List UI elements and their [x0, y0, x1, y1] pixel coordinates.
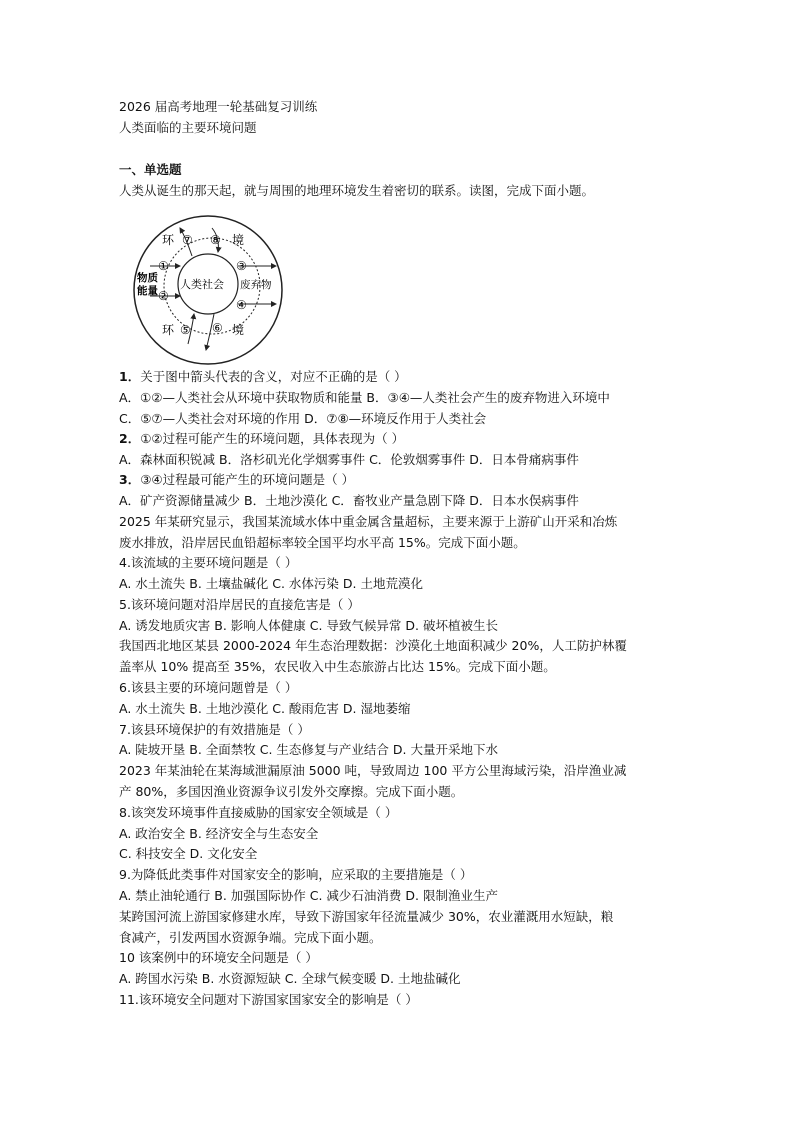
q5-options: A. 诱发地质灾害 B. 影响人体健康 C. 导致气候异常 D. 破坏植被生长 [119, 618, 498, 633]
question-3: 3．③④过程最可能产生的环境问题是（ ） [119, 472, 355, 487]
question-11: 11.该环境安全问题对下游国家国家安全的影响是（ ） [119, 992, 418, 1007]
left-label-matter: 物质 [137, 272, 158, 284]
question-5: 5.该环境问题对沿岸居民的直接危害是（ ） [119, 597, 360, 612]
passage-3-line2: 盖率从 10% 提高至 35%，农民收入中生态旅游占比达 15%。完成下面小题。 [119, 659, 556, 674]
q3-options: A．矿产资源储量减少 B．土地沙漠化 C．畜牧业产量急剧下降 D．日本水俣病事件 [119, 493, 579, 508]
marker-5: ⑤ [180, 323, 191, 337]
doc-title: 2026 届高考地理一轮基础复习训练 [119, 99, 318, 114]
question-1: 1．关于图中箭头代表的含义，对应不正确的是（ ） [119, 369, 407, 384]
question-9: 9.为降低此类事件对国家安全的影响，应采取的主要措施是（ ） [119, 867, 473, 882]
human-environment-diagram [128, 210, 288, 370]
marker-4: ④ [236, 298, 247, 312]
question-2: 2．①②过程可能产生的环境问题，具体表现为（ ） [119, 431, 405, 446]
center-label: 人类社会 [180, 278, 224, 291]
passage-2-line1: 2025 年某研究显示，我国某流域水体中重金属含量超标，主要来源于上游矿山开采和冶炼 [119, 514, 618, 529]
q1-options-ab: A．①②—人类社会从环境中获取物质和能量 B．③④—人类社会产生的废弃物进入环境中 [119, 390, 610, 405]
passage-3-line1: 我国西北地区某县 2000-2024 年生态治理数据：沙漠化土地面积减少 20%，人工防护林覆 [119, 638, 627, 653]
q7-options: A. 陡坡开垦 B. 全面禁牧 C. 生态修复与产业结合 D. 大量开采地下水 [119, 742, 498, 757]
question-8: 8.该突发环境事件直接威胁的国家安全领域是（ ） [119, 805, 398, 820]
marker-6: ⑥ [212, 321, 223, 335]
q1-options-cd: C．⑤⑦—人类社会对环境的作用 D．⑦⑧—环境反作用于人类社会 [119, 411, 487, 426]
question-4: 4.该流域的主要环境问题是（ ） [119, 555, 298, 570]
left-label-energy: 能量 [137, 285, 158, 297]
question-6: 6.该县主要的环境问题曾是（ ） [119, 680, 298, 695]
doc-subtitle: 人类面临的主要环境问题 [119, 120, 257, 135]
env-label-bottom-right: 境 [232, 323, 245, 337]
intro-paragraph: 人类从诞生的那天起，就与周围的地理环境发生着密切的联系。读图，完成下面小题。 [119, 183, 595, 198]
passage-4-line2: 产 80%，多国因渔业资源争议引发外交摩擦。完成下面小题。 [119, 784, 464, 799]
q10-options: A. 跨国水污染 B. 水资源短缺 C. 全球气候变暖 D. 土地盐碱化 [119, 971, 461, 986]
passage-5-line2: 食减产，引发两国水资源争端。完成下面小题。 [119, 930, 382, 945]
env-label-top-left: 环 [162, 233, 175, 247]
env-label-top-right: 境 [232, 233, 245, 247]
passage-2-line2: 废水排放，沿岸居民血铅超标率较全国平均水平高 15%。完成下面小题。 [119, 535, 526, 550]
question-7: 7.该县环境保护的有效措施是（ ） [119, 722, 310, 737]
q8-options-cd: C. 科技安全 D. 文化安全 [119, 846, 258, 861]
question-10: 10 该案例中的环境安全问题是（ ） [119, 950, 318, 965]
marker-8: ⑧ [210, 233, 221, 247]
passage-4-line1: 2023 年某油轮在某海域泄漏原油 5000 吨，导致周边 100 平方公里海域污染，沿岸渔业减 [119, 763, 627, 778]
marker-7: ⑦ [182, 233, 193, 247]
section-heading: 一、单选题 [119, 162, 182, 177]
q9-options: A. 禁止油轮通行 B. 加强国际协作 C. 减少石油消费 D. 限制渔业生产 [119, 888, 498, 903]
passage-5-line1: 某跨国河流上游国家修建水库，导致下游国家年径流量减少 30%，农业灌溉用水短缺，粮 [119, 909, 614, 924]
q2-options: A．森林面积锐减 B．洛杉矶光化学烟雾事件 C．伦敦烟雾事件 D．日本骨痛病事件 [119, 452, 579, 467]
q8-options-ab: A. 政治安全 B. 经济安全与生态安全 [119, 826, 319, 841]
marker-3: ③ [236, 259, 247, 273]
q6-options: A. 水土流失 B. 土地沙漠化 C. 酸雨危害 D. 湿地萎缩 [119, 701, 411, 716]
q4-options: A. 水土流失 B. 土壤盐碱化 C. 水体污染 D. 土地荒漠化 [119, 576, 423, 591]
env-label-bottom-left: 环 [162, 323, 175, 337]
marker-1: ① [158, 259, 169, 273]
right-label-waste: 废弃物 [240, 279, 272, 291]
marker-2: ② [158, 289, 169, 303]
